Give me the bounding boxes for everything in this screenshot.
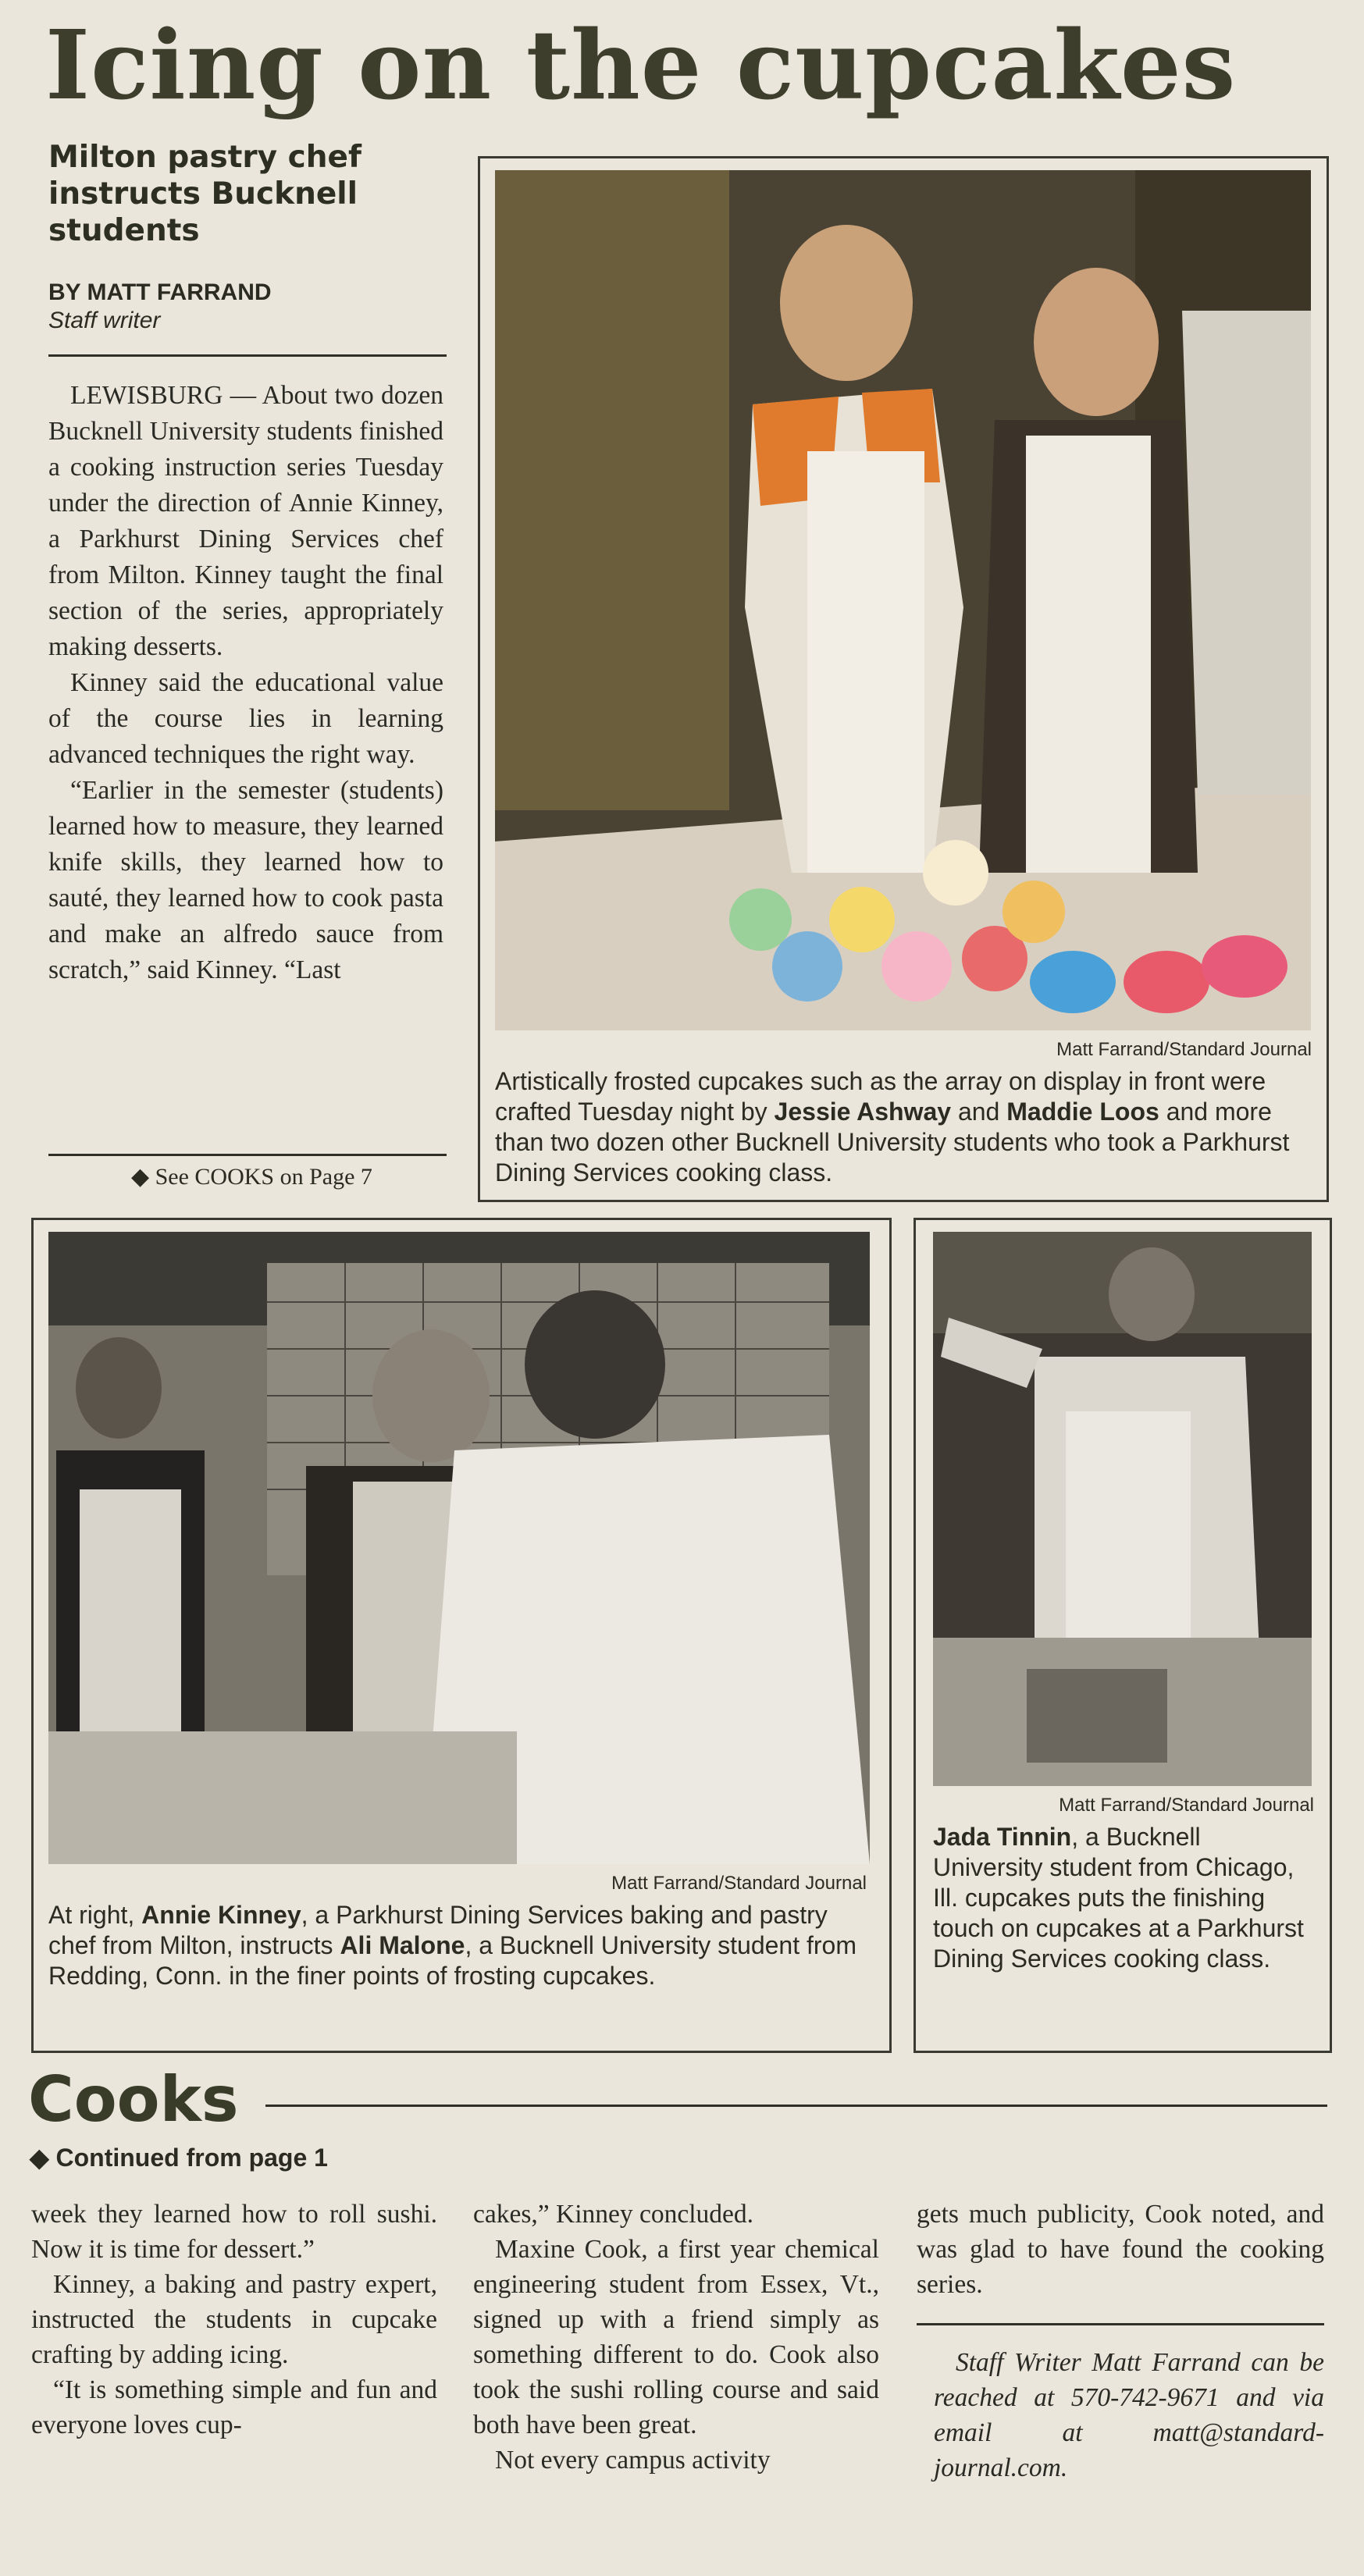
diamond-icon: ◆ [131, 1164, 155, 1190]
article-body [48, 378, 443, 988]
column-paragraph: Maxine Cook, a first year chemical engineering student from Essex, Vt., signed up with a friend simply as something different to do. Cook also took the sushi rolling course and said both have been great. [473, 2235, 879, 2439]
article-paragraph: “Earlier in the semester (students) learned how to measure, they learned knife skills, they learned how to sauté, they learned how to cook pasta and make an alfredo sauce from scratch,” said Kinney. “Last [48, 776, 443, 984]
caption-name: Jessie Ashway [774, 1098, 952, 1126]
contact-rule [917, 2323, 1324, 2325]
frosting-lesson-photo [48, 1232, 870, 1864]
caption-text: , a Bucknell University student from Chicago, Ill. cupcakes puts the finishing touch on cupcakes at a Parkhurst Dining Services cooking class. [933, 1823, 1304, 1973]
column-paragraph: Kinney, a baking and pastry expert, instructed the students in cupcake crafting by adding icing. [31, 2270, 437, 2369]
contact-line: Staff Writer Matt Farrand can be reached at 570-742-9671 and via email at matt@standard-journal.com. [934, 2348, 1324, 2482]
main-photo [495, 170, 1311, 1030]
left-photo-caption [48, 1900, 870, 1991]
byline: BY MATT FARRAND [48, 279, 272, 305]
finishing-touch-photo [933, 1232, 1312, 1786]
headline: Icing on the cupcakes [45, 9, 1237, 121]
continued-column-3 [917, 2197, 1324, 2302]
column-paragraph: gets much publicity, Cook noted, and was glad to have found the cooking series. [917, 2200, 1324, 2299]
column-paragraph: week they learned how to roll sushi. Now it is time for dessert.” [31, 2200, 437, 2264]
caption-name: Jada Tinnin [933, 1823, 1072, 1851]
diamond-icon: ◆ [30, 2144, 56, 2172]
right-photo-credit: Matt Farrand/Standard Journal [1059, 1795, 1314, 1816]
caption-name: Annie Kinney [141, 1901, 301, 1929]
subheadline: Milton pastry chef instructs Bucknell students [48, 140, 361, 248]
cooks-heading: Cooks [28, 2063, 239, 2136]
jump-rule [48, 1154, 447, 1156]
caption-text: and [951, 1098, 1007, 1126]
column-paragraph: Not every campus activity [495, 2446, 771, 2475]
left-photo [48, 1232, 870, 1864]
article-paragraph: Kinney said the educational value of the course lies in learning advanced techniques the right way. [48, 668, 443, 769]
continued-line [30, 2142, 328, 2173]
caption-text: At right, [48, 1901, 142, 1929]
caption-text: Artistically frosted cupcakes such as the array on display in front were crafted Tuesday night by [495, 1067, 1266, 1126]
jump-text: See COOKS on Page 7 [155, 1164, 372, 1190]
right-photo [933, 1232, 1312, 1786]
cooks-heading-rule [265, 2105, 1327, 2107]
main-photo-caption [495, 1066, 1315, 1188]
cupcake-class-photo [495, 170, 1311, 1030]
caption-text: , a Parkhurst Dining Services baking and pastry chef from Milton, instructs [48, 1901, 828, 1959]
continued-column-1 [31, 2197, 437, 2443]
left-photo-credit: Matt Farrand/Standard Journal [611, 1873, 867, 1894]
continued-text: Continued from page 1 [55, 2144, 328, 2172]
column-paragraph: “It is something simple and fun and everyone loves cup- [31, 2375, 437, 2439]
caption-text: , a Bucknell University student from Redding, Conn. in the finer points of frosting cupcakes. [48, 1931, 857, 1990]
byline-title: Staff writer [48, 308, 161, 333]
caption-text: and more than two dozen other Bucknell University students who took a Parkhurst Dining Services cooking class. [495, 1098, 1290, 1187]
caption-name: Ali Malone [340, 1931, 465, 1959]
article-paragraph: LEWISBURG — About two dozen Bucknell University students finished a cooking instruction series Tuesday under the direction of Annie Kinney, a Parkhurst Dining Services chef from Milton. Kinney taught the final section of the series, appropriately making desserts. [48, 381, 443, 661]
byline-rule [48, 354, 447, 357]
continued-column-2 [473, 2197, 879, 2478]
jump-line[interactable] [131, 1162, 372, 1193]
caption-name: Maddie Loos [1006, 1098, 1159, 1126]
column-paragraph: cakes,” Kinney concluded. [473, 2200, 754, 2229]
main-photo-credit: Matt Farrand/Standard Journal [1056, 1039, 1312, 1060]
right-photo-caption [933, 1822, 1314, 1974]
